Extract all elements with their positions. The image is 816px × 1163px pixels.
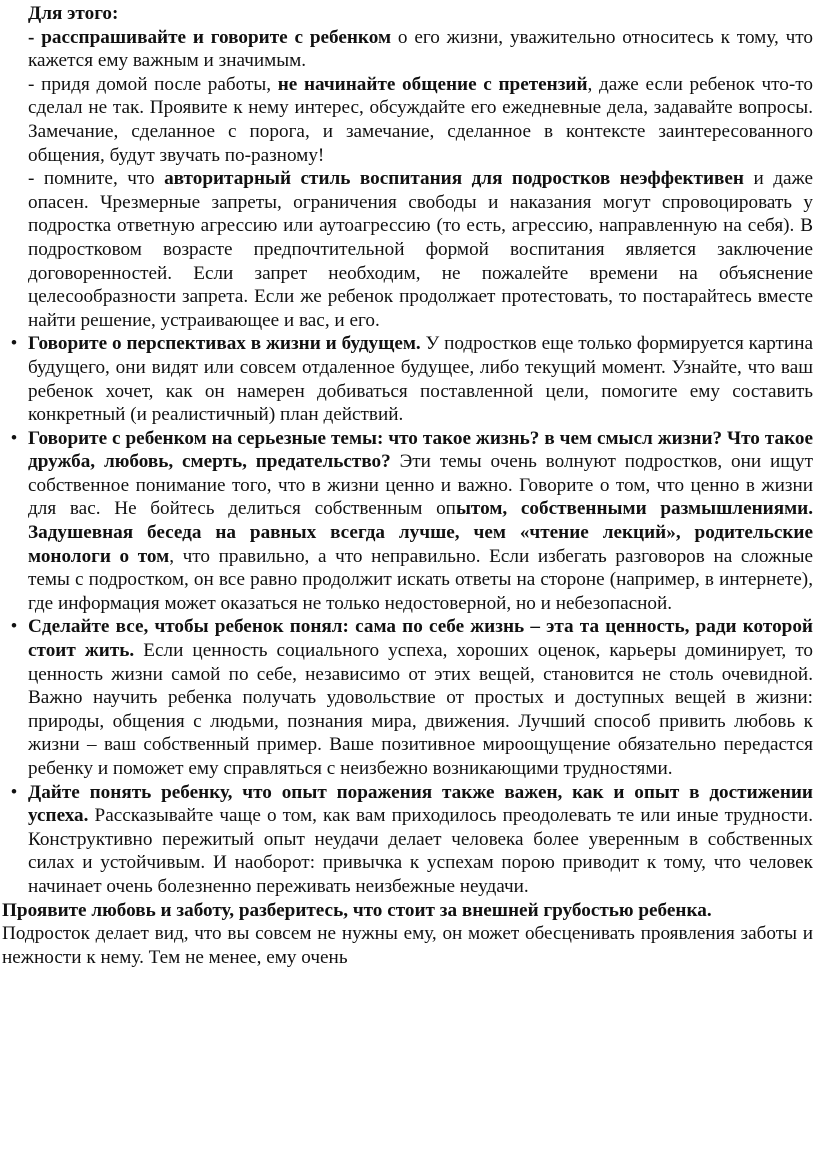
bullet-bold-text-2: ытом, собственными размышлениями. Задушевная беседа на равных всегда лучше, чем «чтение лекций», родительские монологи о том xyxy=(28,498,813,567)
closing-paragraph: Подросток делает вид, что вы совсем не нужны ему, он может обесценивать проявления заботы и нежности к нему. Тем не менее, ему очень xyxy=(2,923,813,968)
bullet-bold-text: Говорите с ребенком на серьезные темы: что такое жизнь? в чем смысл жизни? Что такое дружба, любовь, смерть, предательство? xyxy=(28,427,813,473)
bullet-icon: • xyxy=(10,333,18,355)
bullet-item xyxy=(2,615,813,780)
point-prefix: - xyxy=(28,26,42,48)
bullet-text: Рассказывайте чаще о том, как вам приходилось преодолевать те или иные трудности. Конструктивно пережитый опыт неудачи делает человека более уверенным в собственных силах и устойчивым. И наоборот: привычка к успехам порою приводит к тому, что человек начинает очень болезненно переживать неизбежные неудачи. xyxy=(28,805,813,897)
bullet-bold-text: Дайте понять ребенку, что опыт поражения также важен, как и опыт в достижении успеха. xyxy=(28,781,813,827)
bullet-text: Если ценность социального успеха, хороших оценок, карьеры доминирует, то ценность жизни самой по себе, независимо от этих вещей, становится не столь очевидной. Важно научить ребенка получать удовольствие от простых и доступных вещей в жизни: природы, общения с людьми, познания мира, движения. Лучший способ привить любовь к жизни – ваш собственный пример. Ваше позитивное мироощущение обязательно передастся ребенку и поможет ему справляться с неизбежно возникающими трудностями. xyxy=(28,640,813,779)
advice-point xyxy=(2,73,813,167)
bullet-item xyxy=(2,781,813,899)
point-text: о его жизни, уважительно относитесь к тому, что кажется ему важным и значимым. xyxy=(28,26,813,72)
point-text: и даже опасен. Чрезмерные запреты, ограничения свободы и наказания могут спровоцировать у подростка ответную агрессию или аутоагрессию (то есть, агрессию, направленную на себя). В подростковом возрасте предпочтительной формой воспитания является заключение договоренностей. Если запрет необходим, не пожалейте времени на объяснение целесообразности запрета. Если же ребенок продолжает протестовать, то постарайтесь вместе найти решение, устраивающее и вас, и его. xyxy=(28,168,814,331)
point-prefix: - придя домой после работы, xyxy=(28,73,278,95)
bullet-item xyxy=(2,427,813,616)
section-heading-text: Для этого: xyxy=(28,3,119,24)
advice-point xyxy=(2,167,813,332)
bullet-text: Эти темы очень волнуют подростков, они ищут собственное понимание того, что в жизни ценно и важно. Говорите о том, что ценно в жизни для вас. Не бойтесь делиться собственным оп xyxy=(28,451,813,520)
bullet-icon: • xyxy=(10,427,18,449)
bullet-icon: • xyxy=(10,781,18,803)
advice-point xyxy=(2,26,813,73)
closing-bold-text: Проявите любовь и заботу, разберитесь, что стоит за внешней грубостью ребенка. xyxy=(2,899,712,921)
point-text: , даже если ребенок что-то сделал не так. Проявите к нему интерес, обсуждайте его ежедневные дела, задавайте вопросы. Замечание, сделанное с порога, и замечание, сделанное в контексте заинтересованного общения, будут звучать по-разному! xyxy=(28,73,813,166)
point-bold-text: не начинайте общение с претензий xyxy=(277,73,588,95)
point-prefix: - помните, что xyxy=(28,168,165,190)
bullet-bold-text: Говорите о перспективах в жизни и будущем. xyxy=(28,333,421,355)
closing-heading xyxy=(2,899,813,923)
bullet-text-2: , что правильно, а что неправильно. Если избегать разговоров на сложные темы с подростком, он все равно продолжит искать ответы на стороне (например, в интернете), где информация может оказаться не только недостоверной, но и небезопасной. xyxy=(28,545,813,614)
point-bold-text: расспрашивайте и говорите с ребенком xyxy=(41,26,392,48)
section-heading xyxy=(2,2,813,26)
bullet-item xyxy=(2,332,813,426)
bullet-bold-text: Сделайте все, чтобы ребенок понял: сама по себе жизнь – эта та ценность, ради которой стоит жить. xyxy=(28,616,813,662)
bullet-text: У подростков еще только формируется картина будущего, они видят или совсем отдаленное будущее, либо текущий момент. Узнайте, что ваш ребенок хочет, как он намерен добиваться поставленной цели, помогите ему составить конкретный (и реалистичный) план действий. xyxy=(28,333,813,426)
bullet-icon: • xyxy=(10,616,18,638)
point-bold-text: авторитарный стиль воспитания для подростков неэффективен xyxy=(164,168,744,190)
